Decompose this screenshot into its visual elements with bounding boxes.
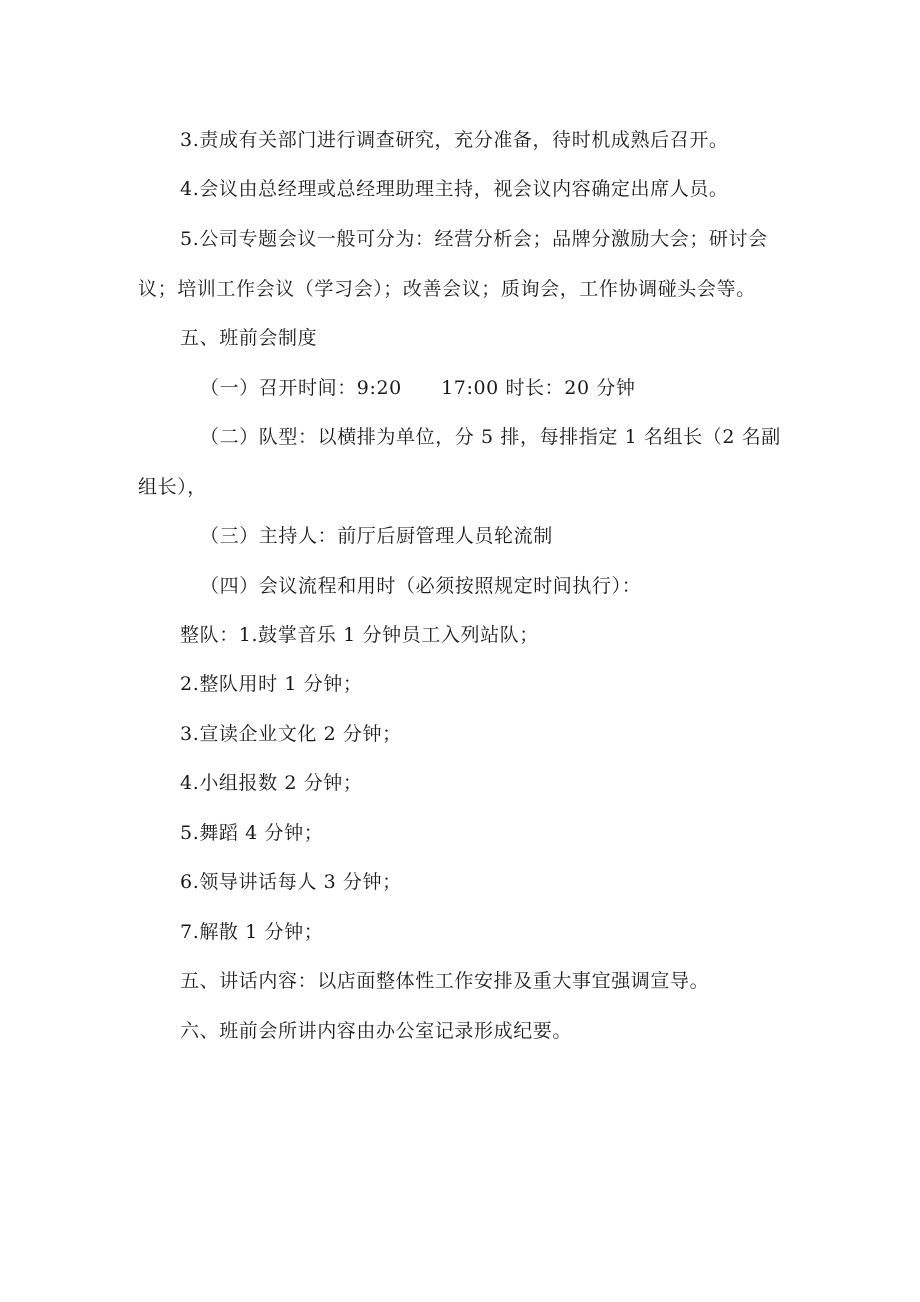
section-speech-content: 五、讲话内容：以店面整体性工作安排及重大事宜强调宣导。 — [180, 970, 710, 992]
section-meeting-minutes: 六、班前会所讲内容由办公室记录形成纪要。 — [180, 1020, 573, 1042]
section-heading-pre-shift-meeting: 五、班前会制度 — [180, 327, 318, 349]
flow-step-2: 2.整队用时 1 分钟； — [180, 673, 363, 695]
flow-step-1: 整队：1.鼓掌音乐 1 分钟员工入列站队； — [180, 624, 539, 646]
flow-step-5: 5.舞蹈 4 分钟； — [180, 822, 324, 844]
subsection-meeting-flow: （四）会议流程和用时（必须按照规定时间执行）： — [200, 575, 642, 597]
paragraph-item-5: 5.公司专题会议一般可分为：经营分析会；品牌分激励大会；研讨会 — [180, 228, 768, 250]
subsection-formation-continued: 组长）， — [138, 476, 207, 498]
subsection-formation: （二）队型：以横排为单位，分 5 排，每排指定 1 名组长（2 名副 — [200, 426, 781, 448]
flow-step-3: 3.宣读企业文化 2 分钟； — [180, 723, 402, 745]
flow-step-6: 6.领导讲话每人 3 分钟； — [180, 871, 402, 893]
flow-step-7: 7.解散 1 分钟； — [180, 921, 324, 943]
paragraph-item-4: 4.会议由总经理或总经理助理主持，视会议内容确定出席人员。 — [180, 178, 729, 200]
paragraph-item-5-continued: 议；培训工作会议（学习会）；改善会议；质询会，工作协调碰头会等。 — [138, 278, 756, 300]
subsection-meeting-time: （一）召开时间：9:20 17:00 时长：20 分钟 — [200, 377, 636, 399]
flow-step-4: 4.小组报数 2 分钟； — [180, 772, 363, 794]
subsection-host: （三）主持人：前厅后厨管理人员轮流制 — [200, 525, 553, 547]
paragraph-item-3: 3.责成有关部门进行调查研究，充分准备，待时机成熟后召开。 — [180, 129, 729, 151]
